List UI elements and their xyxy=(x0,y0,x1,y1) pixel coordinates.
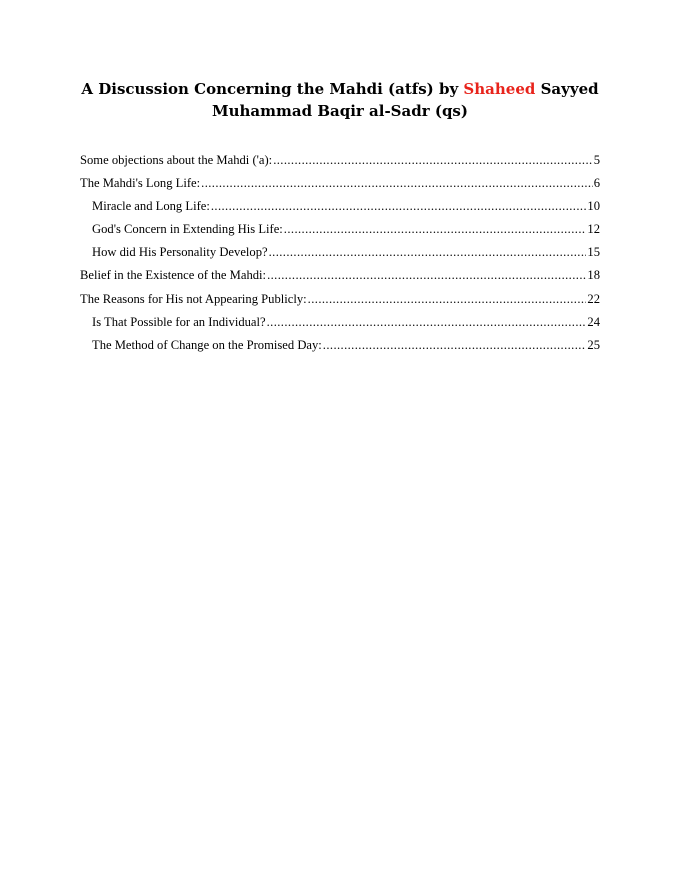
toc-entry-title: The Reasons for His not Appearing Publicly: xyxy=(80,291,307,306)
toc-entry-title: Is That Possible for an Individual? xyxy=(92,314,266,329)
toc-leader-dots xyxy=(269,241,587,264)
toc-page-number: 15 xyxy=(587,245,600,260)
toc-subentry[interactable] xyxy=(80,218,600,241)
toc-subentry[interactable] xyxy=(80,311,600,334)
title-text-part1: A Discussion Concerning the Mahdi (atfs) by xyxy=(81,80,464,98)
toc-page-number: 12 xyxy=(587,222,600,237)
toc-leader-dots xyxy=(211,195,587,218)
toc-page-number: 5 xyxy=(593,153,600,167)
toc-page-number: 25 xyxy=(587,337,600,352)
toc-page-number: 6 xyxy=(593,176,600,191)
toc-page-number: 18 xyxy=(587,268,600,283)
toc-entry[interactable] xyxy=(80,172,600,195)
toc-leader-dots xyxy=(201,172,593,195)
toc-page-number: 24 xyxy=(587,314,600,329)
toc-leader-dots xyxy=(267,264,586,287)
toc-leader-dots xyxy=(284,218,587,241)
toc-entry-title: Miracle and Long Life: xyxy=(92,199,210,214)
toc-entry-title: The Mahdi's Long Life: xyxy=(80,176,201,191)
title-line2: Muhammad Baqir al-Sadr (qs) xyxy=(212,102,468,120)
toc-subentry[interactable] xyxy=(80,334,600,357)
toc-page-number: 22 xyxy=(587,291,600,306)
toc-entry[interactable] xyxy=(80,264,600,287)
table-of-contents xyxy=(80,149,600,357)
document-title xyxy=(60,78,620,122)
toc-subentry[interactable] xyxy=(80,195,600,218)
toc-subentry[interactable] xyxy=(80,241,600,264)
title-text-part2: Sayyed xyxy=(535,80,599,98)
toc-entry-title: Belief in the Existence of the Mahdi: xyxy=(80,268,267,283)
toc-page-number: 10 xyxy=(587,199,600,214)
title-highlight-shaheed: Shaheed xyxy=(463,80,536,98)
toc-entry-title: How did His Personality Develop? xyxy=(92,245,268,260)
toc-leader-dots xyxy=(308,288,587,311)
toc-entry-title: God's Concern in Extending His Life: xyxy=(92,222,283,237)
toc-leader-dots xyxy=(323,334,587,357)
toc-entry[interactable] xyxy=(80,288,600,311)
toc-leader-dots xyxy=(273,149,593,172)
toc-entry-title: The Method of Change on the Promised Day: xyxy=(92,337,322,352)
toc-entry[interactable] xyxy=(80,149,600,172)
toc-leader-dots xyxy=(267,311,587,334)
toc-entry-title: Some objections about the Mahdi ('a): xyxy=(80,153,273,167)
